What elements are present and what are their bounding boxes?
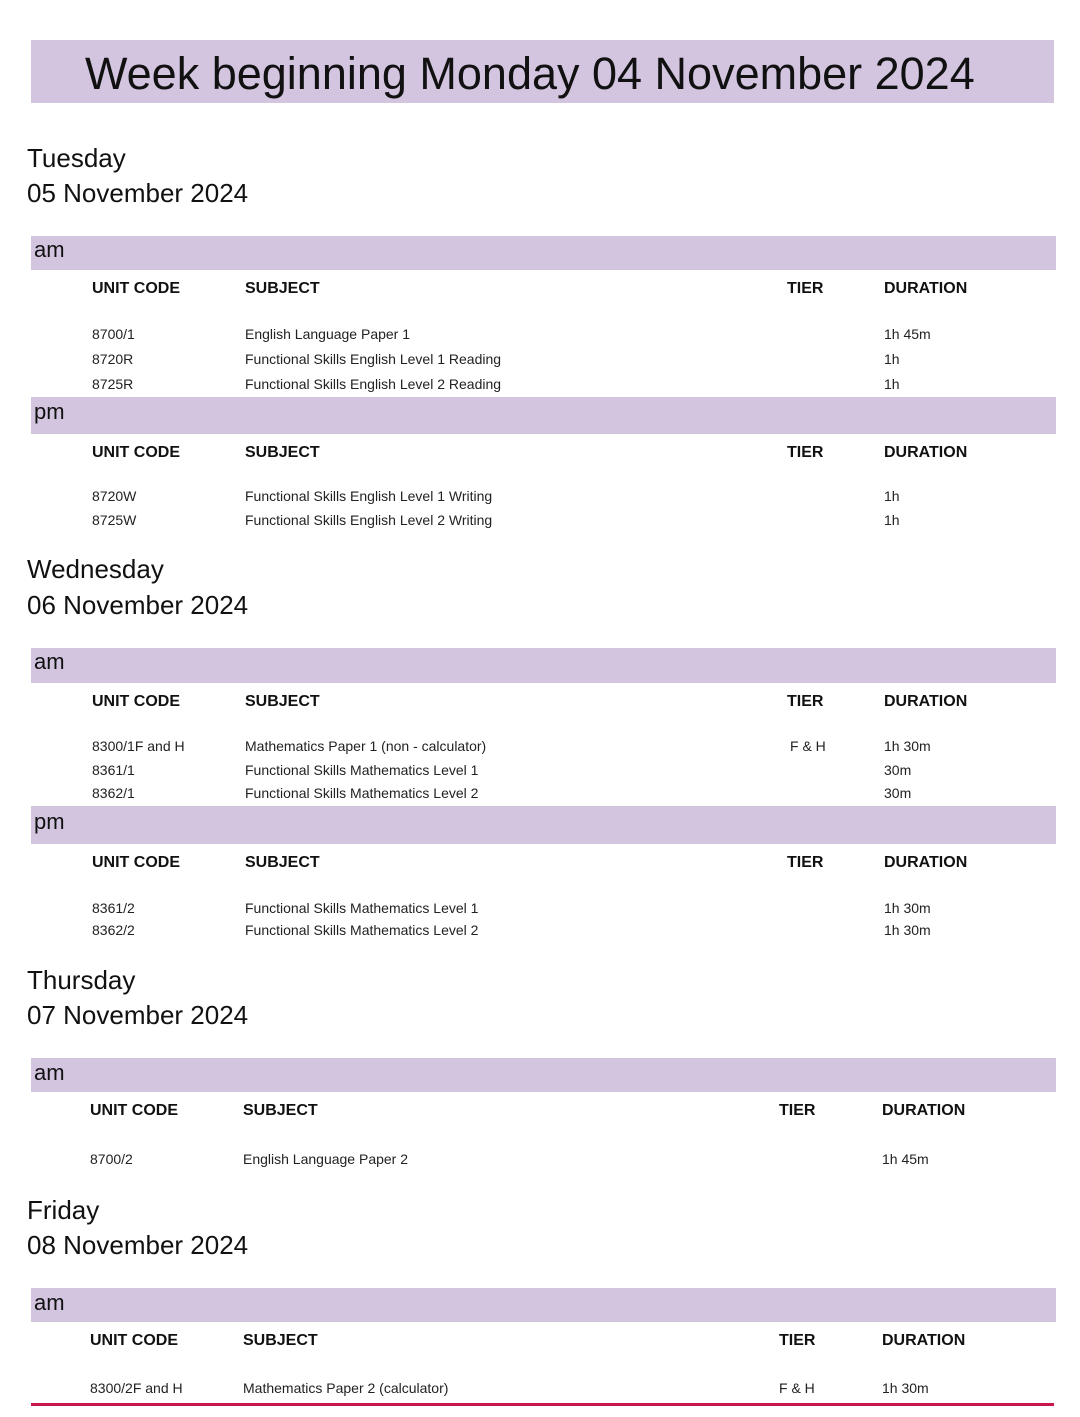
row-duration: 1h 30m [884, 738, 931, 754]
header-unit-code: UNIT CODE [92, 693, 180, 710]
row-code: 8720R [92, 351, 134, 367]
header-duration: DURATION [882, 1332, 966, 1349]
header-subject: SUBJECT [243, 1102, 318, 1119]
row-duration: 1h 45m [884, 326, 931, 342]
header-unit-code: UNIT CODE [90, 1332, 178, 1349]
session-label-wed-pm: pm [34, 809, 65, 834]
row-code: 8362/1 [92, 785, 135, 801]
row-subject: Functional Skills English Level 1 Writing [245, 488, 493, 504]
row-code: 8362/2 [92, 922, 135, 938]
header-duration: DURATION [884, 444, 968, 461]
session-band-wed-pm [31, 806, 1056, 844]
row-duration: 1h [884, 512, 900, 528]
row-code: 8700/1 [92, 326, 135, 342]
row-subject: English Language Paper 2 [243, 1151, 409, 1167]
day-name-friday: Friday [27, 1195, 100, 1225]
row-code: 8700/2 [90, 1151, 133, 1167]
row-duration: 30m [884, 762, 912, 778]
header-subject: SUBJECT [243, 1332, 318, 1349]
row-duration: 1h [884, 376, 900, 392]
header-unit-code: UNIT CODE [92, 444, 180, 461]
row-code: 8725W [92, 512, 137, 528]
session-label-tue-pm: pm [34, 399, 65, 424]
header-unit-code: UNIT CODE [90, 1102, 178, 1119]
row-tier: F & H [790, 738, 826, 754]
row-code: 8725R [92, 376, 134, 392]
row-code: 8361/1 [92, 762, 135, 778]
session-label-wed-am: am [34, 649, 65, 674]
row-subject: Functional Skills Mathematics Level 1 [245, 762, 479, 778]
row-subject: Functional Skills English Level 1 Reading [245, 351, 502, 367]
row-subject: Functional Skills English Level 2 Reading [245, 376, 502, 392]
session-label-tue-am: am [34, 237, 65, 262]
session-label-thu-am: am [34, 1060, 65, 1085]
day-name-thursday: Thursday [27, 965, 136, 995]
row-duration: 1h 30m [882, 1380, 929, 1396]
header-subject: SUBJECT [245, 280, 320, 297]
page-title: Week beginning Monday 04 November 2024 [85, 48, 975, 99]
header-tier: TIER [787, 444, 824, 461]
header-duration: DURATION [882, 1102, 966, 1119]
row-subject: Functional Skills Mathematics Level 2 [245, 785, 479, 801]
bottom-rule [31, 1403, 1054, 1406]
row-subject: English Language Paper 1 [245, 326, 411, 342]
day-name-tuesday: Tuesday [27, 143, 126, 173]
header-unit-code: UNIT CODE [92, 854, 180, 871]
row-code: 8361/2 [92, 900, 135, 916]
day-date-wednesday: 06 November 2024 [27, 590, 249, 620]
day-date-friday: 08 November 2024 [27, 1230, 249, 1260]
header-tier: TIER [779, 1102, 816, 1119]
row-tier: F & H [779, 1380, 815, 1396]
row-subject: Mathematics Paper 2 (calculator) [243, 1380, 449, 1396]
session-band-fri-am [31, 1288, 1056, 1322]
row-subject: Functional Skills Mathematics Level 1 [245, 900, 479, 916]
header-tier: TIER [787, 280, 824, 297]
session-band-wed-am [31, 648, 1056, 683]
header-subject: SUBJECT [245, 444, 320, 461]
day-date-thursday: 07 November 2024 [27, 1000, 249, 1030]
row-duration: 1h [884, 351, 900, 367]
day-name-wednesday: Wednesday [27, 554, 164, 584]
row-duration: 1h 45m [882, 1151, 929, 1167]
header-duration: DURATION [884, 280, 968, 297]
session-band-tue-am [31, 236, 1056, 270]
header-subject: SUBJECT [245, 693, 320, 710]
row-duration: 1h 30m [884, 900, 931, 916]
row-duration: 1h 30m [884, 922, 931, 938]
day-date-tuesday: 05 November 2024 [27, 178, 249, 208]
row-code: 8720W [92, 488, 137, 504]
header-tier: TIER [779, 1332, 816, 1349]
header-duration: DURATION [884, 693, 968, 710]
row-subject: Functional Skills Mathematics Level 2 [245, 922, 479, 938]
header-unit-code: UNIT CODE [92, 280, 180, 297]
header-tier: TIER [787, 693, 824, 710]
header-duration: DURATION [884, 854, 968, 871]
row-code: 8300/2F and H [90, 1380, 183, 1396]
session-band-thu-am [31, 1058, 1056, 1092]
row-code: 8300/1F and H [92, 738, 185, 754]
row-subject: Mathematics Paper 1 (non - calculator) [245, 738, 487, 754]
header-subject: SUBJECT [245, 854, 320, 871]
row-duration: 30m [884, 785, 912, 801]
session-band-tue-pm [31, 397, 1056, 434]
row-subject: Functional Skills English Level 2 Writing [245, 512, 493, 528]
row-duration: 1h [884, 488, 900, 504]
header-tier: TIER [787, 854, 824, 871]
session-label-fri-am: am [34, 1290, 65, 1315]
